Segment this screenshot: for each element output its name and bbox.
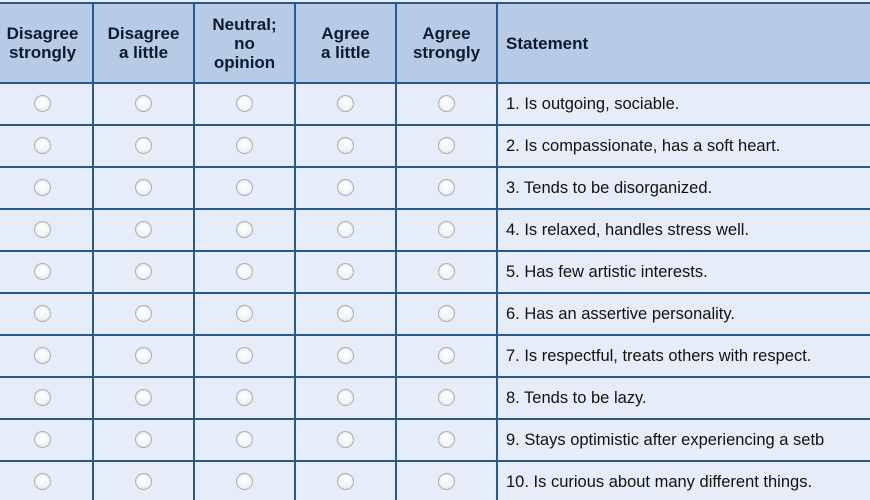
header-line: Neutral; [212, 14, 277, 34]
statement-text: 9. Stays optimistic after experiencing a setb [497, 419, 870, 461]
statement-text: 8. Tends to be lazy. [497, 377, 870, 419]
option-cell-agree-little[interactable] [295, 293, 396, 335]
option-cell-disagree-little[interactable] [93, 461, 194, 500]
radio-neutral[interactable] [236, 389, 253, 406]
option-cell-agree-little[interactable] [295, 83, 396, 125]
radio-disagree-little[interactable] [135, 179, 152, 196]
radio-disagree-strongly[interactable] [34, 389, 51, 406]
table-row [0, 251, 870, 293]
header-line: Disagree [6, 24, 79, 43]
col-header-neutral [194, 3, 295, 83]
radio-disagree-little[interactable] [135, 263, 152, 280]
option-cell-neutral[interactable] [194, 251, 295, 293]
col-header-disagree-strongly [0, 3, 93, 83]
header-line: Agree [422, 24, 471, 43]
radio-disagree-little[interactable] [135, 473, 152, 490]
header-line: a little [320, 43, 371, 62]
table-row [0, 293, 870, 335]
option-cell-agree-strongly[interactable] [396, 251, 497, 293]
radio-disagree-strongly[interactable] [34, 431, 51, 448]
option-cell-agree-little[interactable] [295, 461, 396, 500]
radio-neutral[interactable] [236, 347, 253, 364]
radio-disagree-little[interactable] [135, 137, 152, 154]
radio-disagree-strongly[interactable] [34, 179, 51, 196]
option-cell-disagree-strongly[interactable] [0, 335, 93, 377]
radio-disagree-strongly[interactable] [34, 137, 51, 154]
option-cell-agree-little[interactable] [295, 251, 396, 293]
option-cell-disagree-strongly[interactable] [0, 209, 93, 251]
option-cell-agree-little[interactable] [295, 209, 396, 251]
radio-neutral[interactable] [236, 431, 253, 448]
option-cell-neutral[interactable] [194, 419, 295, 461]
header-line: Agree [321, 24, 370, 43]
radio-neutral[interactable] [236, 95, 253, 112]
table-row [0, 167, 870, 209]
radio-agree-strongly[interactable] [438, 263, 455, 280]
radio-neutral[interactable] [236, 137, 253, 154]
radio-neutral[interactable] [236, 473, 253, 490]
radio-disagree-strongly[interactable] [34, 347, 51, 364]
radio-agree-little[interactable] [337, 263, 354, 280]
radio-agree-little[interactable] [337, 137, 354, 154]
header-line: no [234, 33, 255, 53]
option-cell-disagree-strongly[interactable] [0, 419, 93, 461]
option-cell-disagree-strongly[interactable] [0, 251, 93, 293]
radio-agree-strongly[interactable] [438, 137, 455, 154]
table-row [0, 377, 870, 419]
option-cell-agree-strongly[interactable] [396, 335, 497, 377]
radio-agree-little[interactable] [337, 431, 354, 448]
radio-disagree-little[interactable] [135, 431, 152, 448]
radio-agree-little[interactable] [337, 473, 354, 490]
statement-text: 3. Tends to be disorganized. [497, 167, 870, 209]
option-cell-disagree-strongly[interactable] [0, 293, 93, 335]
col-header-statement: Statement [497, 3, 870, 83]
radio-disagree-little[interactable] [135, 305, 152, 322]
radio-agree-little[interactable] [337, 347, 354, 364]
option-cell-agree-strongly[interactable] [396, 83, 497, 125]
header-line: strongly [8, 43, 77, 62]
radio-disagree-little[interactable] [135, 221, 152, 238]
header-line: opinion [213, 52, 276, 72]
radio-neutral[interactable] [236, 221, 253, 238]
table-row [0, 461, 870, 500]
header-line: Disagree [107, 24, 180, 43]
header-line: strongly [412, 43, 481, 62]
option-cell-neutral[interactable] [194, 125, 295, 167]
radio-neutral[interactable] [236, 263, 253, 280]
option-cell-disagree-little[interactable] [93, 83, 194, 125]
option-cell-agree-strongly[interactable] [396, 461, 497, 500]
option-cell-agree-little[interactable] [295, 335, 396, 377]
statement-text: 2. Is compassionate, has a soft heart. [497, 125, 870, 167]
option-cell-disagree-little[interactable] [93, 167, 194, 209]
radio-agree-strongly[interactable] [438, 95, 455, 112]
option-cell-agree-little[interactable] [295, 419, 396, 461]
table-row [0, 209, 870, 251]
statement-text: 4. Is relaxed, handles stress well. [497, 209, 870, 251]
option-cell-disagree-little[interactable] [93, 293, 194, 335]
col-header-disagree-little [93, 3, 194, 83]
radio-neutral[interactable] [236, 305, 253, 322]
option-cell-disagree-little[interactable] [93, 125, 194, 167]
statement-text: 6. Has an assertive personality. [497, 293, 870, 335]
radio-disagree-strongly[interactable] [34, 221, 51, 238]
option-cell-disagree-little[interactable] [93, 419, 194, 461]
table-row [0, 125, 870, 167]
option-cell-agree-little[interactable] [295, 377, 396, 419]
option-cell-neutral[interactable] [194, 461, 295, 500]
radio-disagree-strongly[interactable] [34, 473, 51, 490]
radio-disagree-little[interactable] [135, 389, 152, 406]
option-cell-neutral[interactable] [194, 167, 295, 209]
option-cell-disagree-little[interactable] [93, 251, 194, 293]
radio-agree-strongly[interactable] [438, 221, 455, 238]
option-cell-disagree-strongly[interactable] [0, 167, 93, 209]
col-header-agree-strongly [396, 3, 497, 83]
radio-disagree-strongly[interactable] [34, 263, 51, 280]
option-cell-agree-strongly[interactable] [396, 377, 497, 419]
header-row [0, 3, 870, 83]
table-row [0, 419, 870, 461]
radio-agree-little[interactable] [337, 179, 354, 196]
option-cell-neutral[interactable] [194, 293, 295, 335]
statement-text: 10. Is curious about many different things. [497, 461, 870, 500]
statement-text: 7. Is respectful, treats others with respect. [497, 335, 870, 377]
option-cell-neutral[interactable] [194, 83, 295, 125]
radio-agree-little[interactable] [337, 221, 354, 238]
radio-agree-little[interactable] [337, 305, 354, 322]
statement-rows [0, 83, 870, 500]
radio-disagree-strongly[interactable] [34, 305, 51, 322]
radio-agree-little[interactable] [337, 95, 354, 112]
option-cell-agree-little[interactable] [295, 167, 396, 209]
radio-agree-strongly[interactable] [438, 347, 455, 364]
likert-table [0, 2, 870, 500]
option-cell-neutral[interactable] [194, 335, 295, 377]
header-line: a little [118, 43, 169, 62]
option-cell-disagree-strongly[interactable] [0, 461, 93, 500]
option-cell-agree-little[interactable] [295, 125, 396, 167]
radio-agree-little[interactable] [337, 389, 354, 406]
radio-agree-strongly[interactable] [438, 389, 455, 406]
option-cell-neutral[interactable] [194, 209, 295, 251]
option-cell-neutral[interactable] [194, 377, 295, 419]
option-cell-agree-strongly[interactable] [396, 167, 497, 209]
statement-text: 1. Is outgoing, sociable. [497, 83, 870, 125]
radio-disagree-strongly[interactable] [34, 95, 51, 112]
table-row [0, 83, 870, 125]
table-row [0, 335, 870, 377]
option-cell-disagree-strongly[interactable] [0, 83, 93, 125]
radio-agree-strongly[interactable] [438, 473, 455, 490]
option-cell-disagree-strongly[interactable] [0, 377, 93, 419]
radio-disagree-little[interactable] [135, 95, 152, 112]
option-cell-agree-strongly[interactable] [396, 419, 497, 461]
statement-text: 5. Has few artistic interests. [497, 251, 870, 293]
option-cell-disagree-little[interactable] [93, 209, 194, 251]
col-header-agree-little [295, 3, 396, 83]
option-cell-disagree-little[interactable] [93, 377, 194, 419]
option-cell-disagree-little[interactable] [93, 335, 194, 377]
radio-disagree-little[interactable] [135, 347, 152, 364]
option-cell-disagree-strongly[interactable] [0, 125, 93, 167]
option-cell-agree-strongly[interactable] [396, 293, 497, 335]
radio-agree-strongly[interactable] [438, 431, 455, 448]
radio-neutral[interactable] [236, 179, 253, 196]
option-cell-agree-strongly[interactable] [396, 209, 497, 251]
radio-agree-strongly[interactable] [438, 305, 455, 322]
radio-agree-strongly[interactable] [438, 179, 455, 196]
option-cell-agree-strongly[interactable] [396, 125, 497, 167]
